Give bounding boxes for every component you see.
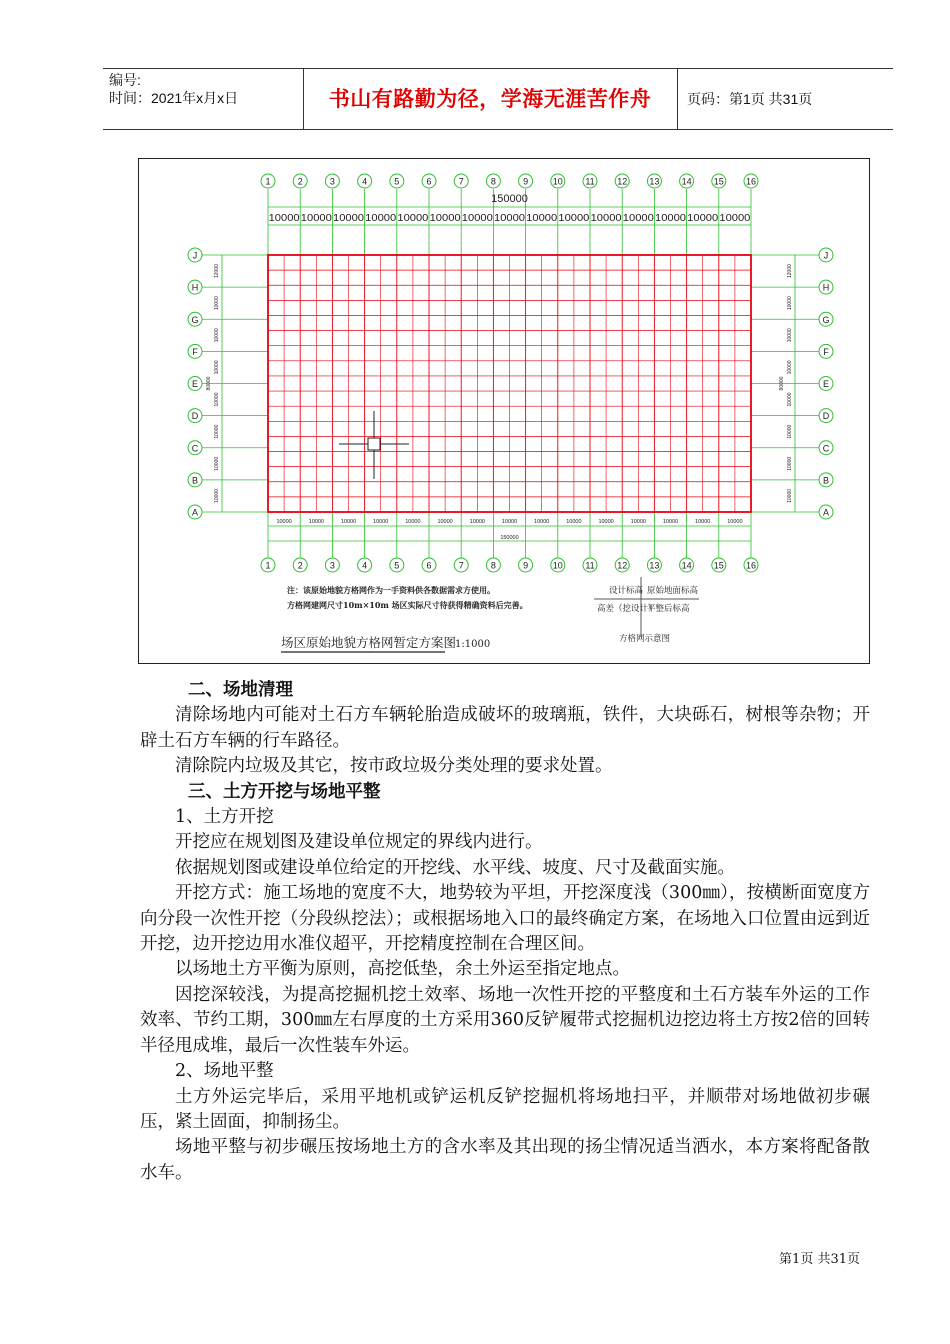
column-label-top: 6 [426,176,432,187]
page-footer: 第1页 共31页 [779,1252,860,1267]
paragraph: 开挖方式：施工场地的宽度不大，地势较为平坦，开挖深度浅（300㎜），按横断面宽度方向分段一次性开挖（分段纵挖法）；或根据场地入口的最终确定方案，在场地入口位置由远到近开挖，边开挖边用水准仪超平，开挖精度控制在合理区间。 [140,883,870,955]
dim-bay-top: 10000 [655,212,687,224]
dim-bay-top: 10000 [719,212,751,224]
notes [287,585,528,610]
dim-bay-top: 10000 [622,212,654,224]
row-label-right: D [822,411,830,422]
dim-row-right: 10000 [787,360,793,375]
row-label-right: C [822,443,830,454]
header-motto: 书山有路勤为径，学海无涯苦作舟 [328,87,652,111]
column-label-bottom: 16 [745,560,757,571]
column-label-top: 7 [458,176,464,187]
column-label-top: 5 [394,176,400,187]
dim-row-right: 10000 [787,328,793,343]
legend-height-diff: 高差（挖设计） [597,604,657,614]
dim-bay-bottom: 10000 [308,519,324,525]
dim-bay-top: 10000 [590,212,622,224]
column-label-top: 12 [617,176,628,187]
legend-original-elev: 原始地面标高 [647,586,699,596]
dim-bay-top: 10000 [558,212,590,224]
row-label-left: E [191,379,199,389]
header-meta [109,71,238,107]
row-label-left: A [191,507,199,518]
row-label-right: E [822,379,830,389]
dim-row-left: 12000 [214,264,220,279]
dim-bay-bottom: 10000 [276,519,292,525]
column-label-top: 14 [681,176,692,187]
section-2-title: 二、场地清理 [188,680,293,700]
row-label-left: B [191,475,199,486]
figure-scale: 1:1000 [455,639,491,650]
dim-bay-bottom: 10000 [662,519,679,525]
dim-total-top: 150000 [491,193,528,205]
legend [594,577,699,644]
dim-row-right: 10000 [787,456,793,471]
row-label-left: G [191,314,199,325]
dim-total-left: 80000 [206,376,212,391]
dim-bay-bottom: 10000 [437,519,453,525]
column-label-bottom: 15 [713,560,724,571]
time-label: 时间：2021年x月x日 [109,90,239,106]
dim-bay-bottom: 10000 [598,519,614,525]
column-label-bottom: 2 [297,560,303,571]
column-label-bottom: 3 [329,560,335,571]
dim-bay-top: 10000 [461,212,493,224]
dim-row-left: 10000 [214,360,220,375]
dim-row-left: 10000 [214,392,220,407]
row-label-left: D [191,411,199,422]
dim-bay-top: 10000 [268,212,300,224]
dim-row-left: 10000 [214,296,220,311]
dim-bay-top: 10000 [397,212,429,224]
legend-caption: 方格网示意图 [619,634,671,644]
dim-row-left: 10000 [214,328,220,343]
legend-design-elev: 设计标高 [609,586,644,596]
column-label-bottom: 11 [585,560,595,571]
column-label-top: 4 [362,176,368,187]
paragraph: 因挖深较浅，为提高挖掘机挖土效率、场地一次性开挖的平整度和土石方装车外运的工作效率、节约工期，300㎜左右厚度的土方采用360反铲履带式挖掘机边挖边将土方按2倍的回转半径甩成堆，最后一次性装车外运。 [140,984,870,1056]
dim-bay-bottom: 10000 [373,519,389,525]
note-line-2: 方格网建网尺寸10m×10m 场区实际尺寸待获得精确资料后完善。 [287,600,528,610]
grid-plan-drawing [139,159,871,665]
row-label-right: A [822,507,830,518]
dim-bay-top: 10000 [333,212,365,224]
column-label-bottom: 9 [523,560,529,571]
column-label-top: 13 [649,176,660,187]
subsection-2-title: 2、场地平整 [175,1061,274,1082]
column-label-top: 16 [745,176,757,187]
column-label-top: 2 [297,176,303,187]
dim-row-right: 10000 [787,296,793,311]
dim-bay-top: 10000 [526,212,558,224]
row-label-right: B [822,475,830,486]
column-label-top: 10 [552,176,563,187]
dim-bay-top: 10000 [300,212,332,224]
dim-bay-bottom: 10000 [405,519,421,525]
figure-title-block [281,635,490,652]
dim-bay-top: 10000 [365,212,397,224]
column-label-top: 15 [713,176,724,187]
dim-bay-top: 10000 [687,212,719,224]
dim-bay-bottom: 10000 [566,519,582,525]
row-label-right: F [823,346,829,357]
column-label-bottom: 8 [490,560,496,571]
dim-bay-top: 10000 [494,212,526,224]
row-label-left: F [192,346,198,357]
column-label-top: 11 [585,176,595,187]
dim-bay-bottom: 10000 [695,519,711,525]
column-label-bottom: 13 [649,560,660,571]
dim-row-right: 12000 [787,264,793,279]
dim-row-left: 10000 [214,456,220,471]
paragraph: 土方外运完毕后，采用平地机或铲运机反铲挖掘机将场地扫平，并顺带对场地做初步碾压，紧土固面，抑制扬尘。 [140,1086,870,1132]
column-label-bottom: 6 [426,560,432,571]
row-label-right: J [823,250,829,261]
dim-bay-top: 10000 [429,212,461,224]
dim-total-right: 80000 [779,376,785,391]
row-label-left: H [191,282,199,293]
dim-bay-bottom: 10000 [469,519,485,525]
dim-bay-bottom: 10000 [630,519,646,525]
row-label-left: C [191,443,199,454]
subsection-1-title: 1、土方开挖 [175,807,274,828]
header-page-info: 页码：第1页 共31页 [687,91,813,107]
dim-bay-bottom: 10000 [340,519,357,525]
dim-total-bottom: 150000 [500,535,519,541]
column-label-top: 3 [329,176,335,187]
dim-bay-bottom: 10000 [501,519,518,525]
dim-bay-bottom: 10000 [727,519,743,525]
column-label-bottom: 14 [681,560,692,571]
dim-bay-bottom: 10000 [534,519,550,525]
figure-title: 场区原始地貌方格网暂定方案图 [281,635,457,650]
grid-plan-figure [138,158,870,664]
row-label-right: G [822,314,830,325]
legend-final-elev: 平整后标高 [647,604,690,614]
paragraph: 开挖应在规划图及建设单位规定的界线内进行。 [175,832,543,853]
column-label-bottom: 5 [394,560,400,571]
column-label-bottom: 7 [458,560,464,571]
paragraph: 清除场地内可能对土石方车辆轮胎造成破坏的玻璃瓶，铁件，大块砾石，树根等杂物；开辟土石方车辆的行车路径。 [140,705,870,751]
paragraph: 以场地土方平衡为原则，高挖低垫，余土外运至指定地点。 [175,959,630,980]
dim-row-right: 10000 [787,488,793,503]
column-label-bottom: 4 [362,560,368,571]
paragraph: 依据规划图或建设单位给定的开挖线、水平线、坡度、尺寸及截面实施。 [175,857,735,878]
dim-row-left: 10000 [214,488,220,503]
page-header [103,68,893,130]
header-divider [677,69,678,129]
column-label-bottom: 1 [265,560,271,571]
column-label-top: 9 [523,176,529,187]
section-3-title: 三、土方开挖与场地平整 [188,781,381,802]
column-label-bottom: 12 [617,560,628,571]
column-label-bottom: 10 [552,560,563,571]
paragraph: 场地平整与初步碾压按场地土方的含水率及其出现的扬尘情况适当洒水，本方案将配备散水车。 [140,1137,870,1183]
column-label-top: 1 [265,176,271,187]
body-text [140,678,870,1186]
paragraph: 清除院内垃圾及其它，按市政垃圾分类处理的要求处置。 [175,756,613,777]
dim-row-right: 10000 [787,424,793,439]
row-label-left: J [192,250,198,261]
serial-label: 编号: [109,72,141,88]
column-label-top: 8 [490,176,496,187]
dim-row-right: 10000 [787,392,793,407]
row-label-right: H [822,282,830,293]
note-line-1: 注：该原始地貌方格网作为一手资料供各数据需求方使用。 [287,585,495,595]
dim-row-left: 10000 [214,424,220,439]
